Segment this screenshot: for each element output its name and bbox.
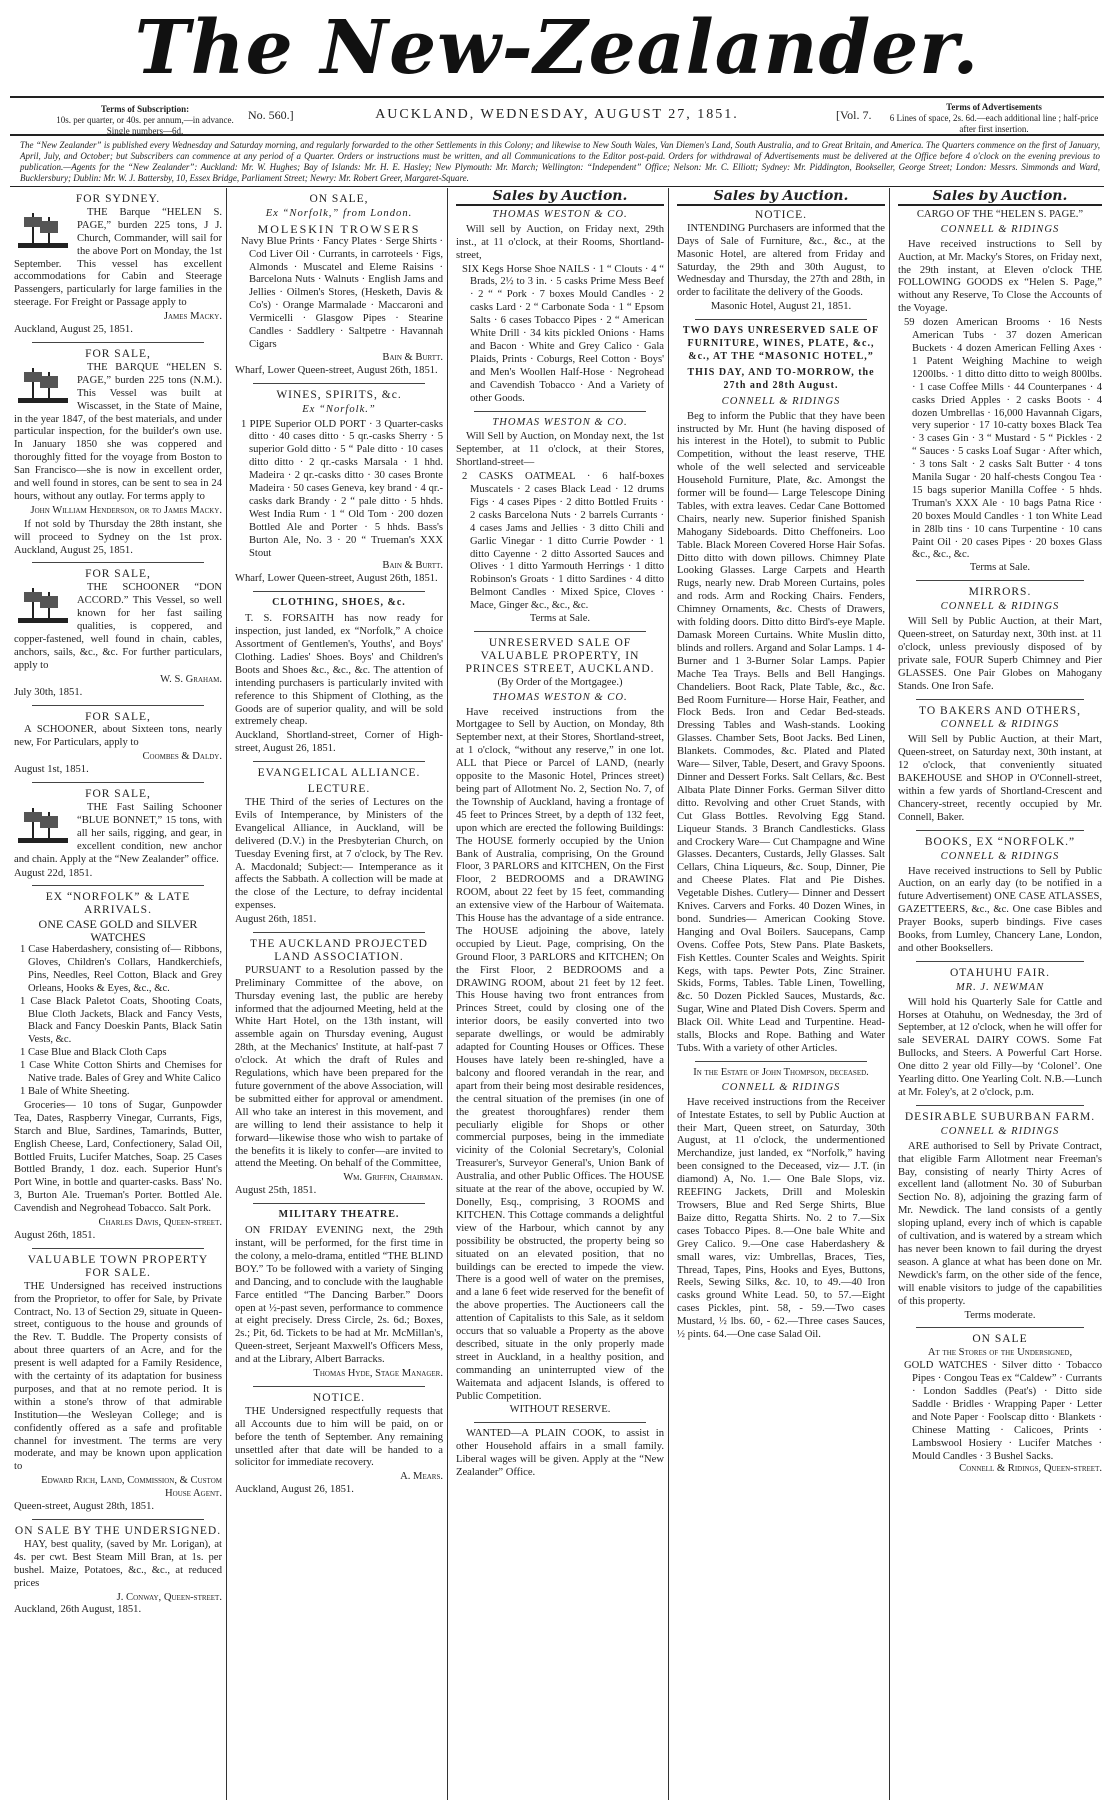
divider <box>695 319 867 320</box>
ad-signature: A. Mears. <box>400 1471 443 1483</box>
ad-heading: TO BAKERS AND OTHERS, <box>919 704 1081 717</box>
auctioneer-name: THOMAS WESTON & CO. <box>492 208 628 220</box>
ad-closing: WITHOUT RESERVE. <box>509 1404 611 1416</box>
ad-heading: MILITARY THEATRE. <box>278 1209 400 1221</box>
ad-signature: Charles Davis, Queen-street. <box>98 1217 222 1229</box>
ad-heading: THE AUCKLAND PROJECTED LAND ASSOCIATION. <box>250 938 428 963</box>
ad-text: Groceries— 10 tons of Sugar, Gunpowder Tea, Dates, Raspberry Vinegar, Currants, Figs, Starch and Blue, Sardines, Tamarinds, Butter, English Cheese, Lard, Confectionery, Salad Oil, Bottled Fruits, Lucifer Matches, Soap. 25 Cases Bottled Brandy, 1 doz. each. Superior Hunt's Port Wine, in bottle and quarter-casks. Bass' No. 3, Burton Ale. Trueman's Porter. Bottled Ale. Cavendish and Negrohead Tobacco. Salt Pork. <box>14 1099 222 1215</box>
ad-heading: ON SALE <box>972 1333 1028 1346</box>
ad-subheading: Ex “Norfolk.” <box>302 403 376 415</box>
section-heading: Sales by Auction. <box>677 190 885 206</box>
column-5 <box>894 190 1106 1798</box>
divider <box>32 342 204 343</box>
ship-icon <box>14 364 72 408</box>
divider <box>32 562 204 563</box>
ad-heading: EX “NORFOLK” & LATE ARRIVALS. <box>45 891 191 917</box>
section-heading: Sales by Auction. <box>898 190 1102 206</box>
ad-signature: John William Henderson, or to James Macky. <box>30 504 222 516</box>
ad-signature: Coombes & Daldy. <box>142 751 222 763</box>
divider <box>695 1061 867 1062</box>
subscription-terms-title: Terms of Subscription: <box>100 104 190 114</box>
divider <box>32 1248 204 1249</box>
sale-terms: Terms at Sale. <box>529 613 591 625</box>
auctioneer-name: CONNELL & RIDINGS <box>721 1081 841 1093</box>
auctioneer-name: MR. J. NEWMAN <box>955 981 1045 993</box>
ad-text: INTENDING Purchasers are informed that the Days of Sale of Furniture, &c., &c., at the Masonic Hotel, are altered from Friday and Saturday, the 29th and 30th August, to Wednesday and Thursday, the 27th and 28th, in order to facilitate the delivery of the Goods. <box>677 222 885 299</box>
ad-signature: Wm. Griffin, Chairman. <box>343 1172 443 1184</box>
ad-heading: NOTICE. <box>312 1391 366 1404</box>
divider <box>253 932 425 933</box>
ad-signature: Connell & Ridings, Queen-street. <box>959 1463 1102 1475</box>
ad-text: Beg to inform the Public that they have been instructed by Mr. Hunt (he having disposed of his interest in the Hotel), to submit to Public Competition, without the least reserve, THE whole of the well selected and serviceable Household Furniture, Plate, &c. Amongst the former will be found— Large Telescope Dining Tables, with extra leaves. Cedar Cane Bottomed Chairs, nearly new. Superior finished Spanish Mahogany Sideboards. Ditto Cheffoneirs. Loo Table. Black Moreen Covered Horse Hair Sofas. Ditto ditto with down pillows. Chimney Plate Looking Glasses. Large Carpets and Hearth Rugs, nearly new. Drab Moreen Curtains, poles and rods. Arm and Rocking Chairs. Fenders, Chimney Ornaments, &c. Chests of Drawers, with folding doors. Ditto ditto Bird's-eye Maple. Damask Moreen Curtains. White Muslin ditto, blinds and rollers. Argand and Solar Lamps. 1 4-Burner and 1 3-Burner Solar Lamps. Papier Mache Tea Trays. Bells and Bell Hangings. Chandeliers. Boot Rack, Plate Table, &c., &c. Bed Room Furniture— Horse Hair, Feather, and Flock Beds. Iron and Cedar Bed-steads. Dressing Tables and Wash-stands. Looking Glasses. Chamber Sets, Boot Jacks. Bed Linen, Blankets. Commodes, &c. Plated and Plated Ware— Silver, Table, Desert, and Gravy Spoons. Dinner and Dessert Forks. Salt Cellars, &c. Best Albata Plate Dinner Forks. German Silver ditto ditto. Revolving and other Cruet Stands, with Cut Glass Bottles. Revolving Egg Stand. Liqueur Stands. 3 Branch Candlesticks. Glass and Crockery Ware— Cut Champagne and Wine Glasses. Decanters, Custards, Jelly Glasses. Salt Cellars, China Liqueurs, &c. Soup, Dinner, Pie and Cheese Plates. Flat and Pie Dishes. Vegetable Dishes. Cutlery— Dinner and Dessert Knives. Carvers and Forks. 40 Dozen Wines, in bond. Sundries— American Cooking Stove. Hanging and Oval Boilers. Saucepans, Camp Ovens. Coffee Pots, Stew Pans. Plate Baskets, Fish Kettles. Counter Scales and Weights. Spirit Kegs, with taps. Pewter Pots, Zinc Strainer. Skids, Forms, Tables. Table Linen, Towelling, &c. 50 Dozen Pickled Sauces, Mustards, &c. Sugar, Wine and Plated Dish Covers. Sperm and Black Oil. White Lead and Turpentine. Head-stalls, Blocks and Rope. Bathing and Water Tubs. With a variety of other Articles. <box>677 410 885 1054</box>
auctioneer-name: CONNELL & RIDINGS <box>940 719 1060 731</box>
ad-heading: FOR SYDNEY. <box>75 193 161 205</box>
ad-date: Wharf, Lower Queen-street, August 26th, 1851. <box>235 573 438 585</box>
subscription-terms-text: 10s. per quarter, or 40s. per annum,—in advance. Single numbers—6d. <box>56 115 234 136</box>
ad-signature: J. Conway, Queen-street. <box>116 1591 222 1603</box>
divider <box>253 1203 425 1204</box>
column-divider <box>889 188 890 1800</box>
item-list: 2 CASKS OATMEAL · 6 half-boxes Muscatels · 2 cases Black Lead · 12 drums Figs · 4 cases Pipes · 2 ditto Bottled Fruits · 2 casks Barcelona Nuts · 2 barrels Currants · 4 cases Jams and Jellies · 3 ditto Chili and Garlic Vinegar · 1 ditto Currie Powder · 1 ditto Cayenne · 2 ditto Assorted Sauces and Olives · 1 ditto Yarmouth Herrings · 1 ditto Robinson's Groats · 1 ditto Sardines · 4 ditto Belmont Candles · Mixed Spice, Cloves · Mace, Ginger &c., &c., &c. <box>462 471 664 612</box>
ad-text: THE Undersigned respectfully requests that all Accounts due to him will be paid, on or before the tenth of September. Any remaining unsettled after that date will be handed to a solicitor for immediate recovery. <box>235 1405 443 1469</box>
item-list: 1 PIPE Superior OLD PORT · 3 Quarter-casks ditto · 40 cases ditto · 5 qr.-casks Sherry · 5 superior Gold ditto · 5 “ Pale ditto · 10 cases ditto ditto · 2 qr.-casks Marsala · 1 hhd. Madeira · 2 qr.-casks ditto · 30 cases Bronte Madeira · 50 cases Geneva, key brand · 4 qr.-casks dark Brandy · 2 “ pale ditto · 5 hhds. West India Rum · 1 “ Old Tom · 200 dozen Bottled Ale and Porter · 5 hhds. Bass's Burton Ale, No. 3 · 20 “ Trueman's XXX Stout <box>241 418 443 559</box>
ad-text: Will Sell by Auction, on Monday next, the 1st September, at 11 o'clock, at their Stores, Shortland-street— <box>456 431 664 469</box>
ad-date: Auckland, 26th August, 1851. <box>14 1604 142 1616</box>
ad-text: THE Undersigned has received instructions from the Proprietor, to offer for Sale, by Private Contract, No. 13 of Section 29, situate in Queen-street, contiguous to the house and grounds of the Rev. T. Buddle. The Property consists of about three quarters of an Acre, and for the present is well adapted for a Family Residence, with the certainty of its adaptation for business purposes, and that at no remote period. It is within a stone's throw of that admirable Institution—the Wesleyan College; and is confidently offered as a safe and profitable channel for investment. The terms are very moderate, and may be known upon application to <box>14 1280 222 1473</box>
ad-lead: ONE CASE GOLD and SILVER WATCHES <box>38 917 198 945</box>
issue-number: No. 560.] <box>248 108 294 122</box>
divider <box>916 699 1084 700</box>
list-item: 1 Case White Cotton Shirts and Chemises for Native trade. Bales of Grey and White Calico <box>20 1060 222 1085</box>
ad-date: August 26th, 1851. <box>235 914 317 926</box>
volume-number: [Vol. 7. <box>836 108 872 122</box>
divider <box>916 1105 1084 1106</box>
item-list: GOLD WATCHES · Silver ditto · Tobacco Pipes · Congou Teas ex “Caldew” · Currants · London Saddles (Peat's) · Ditto side Saddle · Bridles · Wrapping Paper · Letter and Note Paper · Foolscap ditto · Blankets · Chinese Matting · Calicoes, Prints · Lambswool Hosiery · Lucifer Matches · Mould Candles · 3 Bushel Sacks. <box>904 1360 1102 1462</box>
ad-text: THE Barque “HELEN S. PAGE,” burden 225 tons, J J. Church, Commander, will sail for the above Port on Monday, the 1st September. This vessel has excellent accommodations for Cabin and Steerage Passengers, particularly for large families in the steerage. For Freight or Passage apply to <box>14 206 222 309</box>
ad-date: Auckland, August 25, 1851. <box>14 324 133 336</box>
ad-heading: DESIRABLE SUBURBAN FARM. <box>904 1110 1096 1123</box>
auctioneer-name: CONNELL & RIDINGS <box>721 395 841 407</box>
ad-heading: ON SALE, <box>309 193 369 205</box>
ad-text: ARE authorised to Sell by Private Contract, that eligible Farm Allotment near Freeman's Bay, consisting of nearly Thirty Acres of excellent land (allotment No. 30 of Suburban Section No. 8), adjoining the grazing farm of Mr. Newdick. The land consists of a gently sloping upland, every inch of which is capable of cultivation, and is watered by a stream which has never been known to fail during the dryest season. A glance at what has been done on Mr. Newdick's farm, on the other side of the fence, will enable visitors to judge of the capabilities of this property. <box>898 1140 1102 1307</box>
divider <box>474 411 646 412</box>
ad-text: T. S. FORSAITH has now ready for inspection, just landed, ex “Norfolk,” A choice Assortment of Gentlemen's, Youths', and Boys' Clothing. Ladies' Shoes. Boys' and Children's Boots and Shoes &c., &c., &c. The attention of intending purchasers is particularly invited with reference to this Shipment of Clothing, as the Goods are of superior quality, and will be sold extremely cheap. <box>235 613 443 728</box>
divider <box>253 383 425 384</box>
item-list: SIX Kegs Horse Shoe NAILS · 1 “ Clouts · 4 “ Brads, 2½ to 3 in. · 5 casks Prime Mess Beef · 2 “ “ Pork · 7 boxes Mould Candles · 2 casks Lard · 2 “ Carbonate Soda · 1 “ Epsom Salts · 6 cases Tobacco Pipes · 2 “ American White Drill · 34 kits pickled Onions · Hams and Bacon · White and Grey Calico · Gala Plaids, Prints · Coburgs, Reel Cotton · Boys' and Men's Woollen Half-Hose · Negrohead and Cavendish Tobacco · And a Variety of other Goods. <box>462 263 664 404</box>
ad-text: THE Third of the series of Lectures on the Evils of Intemperance, by Ministers of the Evangelical Alliance, in Auckland, will be delivered (D.V.) in the Presbyterian Church, on Tuesday Evening first, at 7 o'clock, by The Rev. A. Macdonald; Subject:— Intemperance as it affects the Sabbath. A collection will be made at the close of the Lecture, to defray incidental expenses. <box>235 796 443 912</box>
ad-date: Masonic Hotel, August 21, 1851. <box>710 301 852 313</box>
auctioneer-name: CONNELL & RIDINGS <box>940 850 1060 862</box>
ad-heading: MIRRORS. <box>968 586 1032 599</box>
auctioneer-name: THOMAS WESTON & CO. <box>492 416 628 428</box>
list-item: 1 Case Haberdashery, consisting of— Ribbons, Gloves, Children's Collars, Handkerchiefs, Pins, Needles, Reel Cotton, Black and Grey Orleans, Hooks & Eyes, &c., &c. <box>20 944 222 994</box>
ad-subheading: At the Stores of the Undersigned, <box>927 1347 1073 1359</box>
divider <box>253 761 425 762</box>
auctioneer-name: CONNELL & RIDINGS <box>940 1125 1060 1137</box>
masthead-title: The New-Zealander. <box>134 5 980 91</box>
ad-signature: Edward Rich, Land, Commission, & Custom House Agent. <box>41 1475 222 1500</box>
divider <box>253 591 425 592</box>
ad-date: July 30th, 1851. <box>14 686 83 698</box>
ad-heading: FOR SALE, <box>85 568 151 581</box>
ad-text: THE Fast Sailing Schooner “BLUE BONNET,” 15 tons, with all her sails, rigging, and gear, in excellent condition, new anchor and chain. Apply at the “New Zealander” office. <box>14 801 222 865</box>
ad-heading: WINES, SPIRITS, &c. <box>276 388 402 401</box>
divider <box>916 580 1084 581</box>
ad-subheading: Ex “Norfolk,” from London. <box>265 207 413 219</box>
ad-date: August 26th, 1851. <box>14 1229 96 1241</box>
ad-heading: CLOTHING, SHOES, &c. <box>272 597 406 609</box>
sale-terms: Terms at Sale. <box>969 562 1031 574</box>
list-item: 1 Case Black Paletot Coats, Shooting Coats, Blue Cloth Jackets, Black and Fancy Vests, Black and Fancy Doeskin Pants, Black Satin Vests, &c. <box>20 995 222 1046</box>
ad-lead: MOLESKIN TROWSERS <box>257 221 421 236</box>
divider <box>253 1386 425 1387</box>
divider <box>474 1422 646 1423</box>
ad-signature: Bain & Burtt. <box>382 560 443 572</box>
ad-date: August 1st, 1851. <box>14 764 89 776</box>
ad-text: Have received instructions to Sell by Public Auction, on an early day (to be notified in a future Advertisement) ONE CASE ATLASSES, GAZETTEERS, &c., &c. One case Bibles and Prayer Books, superb bindings. Five cases Books, from Lumley, Chancery Lane, London, and other Booksellers. <box>898 865 1102 954</box>
ad-text: Will hold his Quarterly Sale for Cattle and Horses at Otahuhu, on Wednesday, the 3rd of September, at 12 o'clock, when he will offer for sale SEVERAL DAIRY COWS. Some Fat Bullocks, and Steers. A Powerful Cart Horse. One ditto 2 year old Filly—by ‘Colonel’. One Yearling ditto. One Yearling Colt. N.B.—Lunch at Mr. Foley's, at 2 o'clock, p.m. <box>898 996 1102 1098</box>
ad-subheading: THIS DAY, AND TO-MORROW, the 27th and 28th August. <box>687 366 875 391</box>
ad-heading: UNRESERVED SALE OF VALUABLE PROPERTY, IN PRINCES STREET, AUCKLAND. <box>465 637 655 675</box>
list-item: 1 Case Blue and Black Cloth Caps <box>20 1047 167 1059</box>
item-list: 59 dozen American Brooms · 16 Nests American Tubs · 37 dozen American Buckets · 4 dozen American Felling Axes · 1 Patent Weighing Machine to weigh 1200lbs. · 1 ditto ditto ditto to weigh 800lbs. · 1 case Coffee Mills · 44 Counterpanes · 4 casks Dried Apples · 2 casks Boots · 4 dozen Umbrellas · 16,000 Havannah Cigars, very superior · 17 10-catty boxes Black Tea · 3 cases Gin · 3 “ Mustard · 5 “ Pickles · 2 “ Sauces · 5 casks Loaf Sugar · After which, · 3 tons Salt · 2 casks Salt Butter · 4 tons Manila Sugar · 20 half-chests Congou Tea · 15 bags superior Manilla Coffee · 5 hhds. Truman's XXX Ale · 10 bags Patna Rice · 20 boxes Mould Candles · 1 ton White Lead in 28lb tins · 10 cans Turpentine · 10 cans Paint Oil · 20 cases Pipes · 20 boxes Glass &c., &c., &c. <box>904 317 1102 561</box>
ship-icon <box>14 584 72 628</box>
ad-subheading: LECTURE. <box>307 783 371 796</box>
section-heading: Sales by Auction. <box>456 190 664 206</box>
divider <box>32 705 204 706</box>
ad-text: THE SCHOONER “DON ACCORD.” This Vessel, so well known for her fast sailing qualities, is coppered, and copper-fastened, well found in chain, cables, anchors, sails, &c., &c. For further particulars, apply to <box>14 582 222 671</box>
place-date: AUCKLAND, WEDNESDAY, AUGUST 27, 1851. <box>375 107 739 122</box>
ad-subheading: (By Order of the Mortgagee.) <box>497 676 623 688</box>
ad-text: Have received instructions to Sell by Auction, at Mr. Macky's Stores, on Friday next, the 29th instant, at Eleven o'clock THE FOLLOWING GOODS ex “Helen S. Page,” without any Reserve, To Close the Accounts of the Voyage. <box>898 238 1102 315</box>
column-4 <box>673 190 889 1798</box>
column-divider <box>668 188 669 1800</box>
divider <box>32 782 204 783</box>
item-list: Navy Blue Prints · Fancy Plates · Serge Shirts · Cod Liver Oil · Currants, in carroteels · Figs, Almonds · Muscatel and Eleme Raisins · Barcelona Nuts · Walnuts · English Jams and Jellies · Oilmen's Stores, (Hesketh, Davis & Co's) · Orange Marmalade · Maccaroni and Vermicelli · Glasgow Pipes · Stearine Candles · Saddlery · Saltpetre · Havannah Cigars <box>241 235 443 350</box>
ad-text: WANTED—A PLAIN COOK, to assist in other Household affairs in a small family. Liberal wages will be given. Apply at the “New Zealander” Office. <box>456 1428 664 1479</box>
ad-heading: FOR SALE, <box>85 788 151 801</box>
ad-text: Will Sell by Public Auction, at their Mart, Queen-street, on Saturday next, 30th inst. at 11 o'clock, unless previously disposed of by private sale, FOUR Superb Chimney and Pier GLASSES. One Pair Globes on Mahogany Stands. One Iron Safe. <box>898 616 1102 692</box>
auctioneer-name: CONNELL & RIDINGS <box>940 601 1060 613</box>
ad-text: HAY, best quality, (saved by Mr. Lorigan), at 4s. per cwt. Best Steam Mill Bran, at 1s. per bushel. Maize, Potatoes, &c., &c., at reduced prices <box>14 1538 222 1589</box>
ship-icon <box>14 804 72 848</box>
column-3 <box>452 190 668 1798</box>
sale-terms: Terms moderate. <box>964 1309 1036 1321</box>
publication-notice: The “New Zealander” is published every Wednesday and Saturday morning, and regularly forwarded to the other Settlements in this Colony; and likewise to New South Wales, Van Diemen's Land, South Australia, and to Great Britain, and America. The Quarters commence on the first of January, April, July, and October; but Subscribers can commence at any period of a Quarter. Orders or instructions must be written, and all Communications to the Editor post-paid. Orders for withdrawal of Advertisements must be delivered at the Office before 4 o'clock on the evening previous to publication.—Agents for the “New Zealander”: Auckland: Mr. W. Hughes; Bay of Islands: Mr. H. E. Hasley; New Plymouth: Mr. March; Wellington: “Independent” Office; Nelson: Mr. C. Elliott; Sydney: Mr. Piddington, Bookseller, George Street; London: Messrs. Simmonds and Ward, Bucklersbury; Dublin: Mr. W. J. Battersby, 10, Essex Bridge, Parliament Street; Newry: Mr. Robert Greer, Margaret-Square. <box>20 140 1100 183</box>
ad-heading: NOTICE. <box>754 208 808 221</box>
column-2 <box>231 190 447 1798</box>
auctioneer-name: THOMAS WESTON & CO. <box>492 691 628 703</box>
ad-text: PURSUANT to a Resolution passed by the Preliminary Committee of the above, on Thursday evening last, the public are hereby informed that the adjourned Meeting, held at the White Hart Hotel, on the 13th instant, will assemble again on Thursday evening, August 28th, at the Mechanics' Institute, at half-past 7 o'clock. At which the draft of Rules and Regulations, which have been prepared for the future government of the above Association, will be submitted either for approval or amendment. All who take an interest in this movement, and are willing to lend their assistance to help it forward—likewise those who wish to partake of the benefits it is likely to confer—are invited to attend the Meeting. On behalf of the Committee, <box>235 964 443 1170</box>
ad-note: If not sold by Thursday the 28th instant, she will proceed to Sydney on the 1st prox. Auckland, August 25, 1851. <box>14 518 222 556</box>
divider <box>32 885 204 886</box>
ad-text: ON FRIDAY EVENING next, the 29th instant, will be performed, for the first time in the colony, a melo-drama, entitled “THE BLIND BOY.” To be followed with a variety of Singing and Dancing, and to conclude with the laughable Farce entitled “The Dancing Barber.” Doors open at ½-past seven, performance to commence at eight precisely. Dress Circle, 2s. 6d.; Boxes, 2s.; Pit, 6d. Tickets to be had at Mr. McMillan's, Queen-street, Serjeant Maxwell's Officers Mess, and at the Library, Albert Barracks. <box>235 1225 443 1366</box>
ad-text: Will sell by Auction, on Friday next, 29th inst., at 11 o'clock, at their Rooms, Shortland-street, <box>456 223 664 261</box>
divider <box>916 961 1084 962</box>
divider <box>916 830 1084 831</box>
ad-heading: EVANGELICAL ALLIANCE. <box>257 767 421 780</box>
ad-heading: OTAHUHU FAIR. <box>949 966 1051 979</box>
ad-date: Auckland, Shortland-street, Corner of High-street, August 26, 1851. <box>235 730 443 755</box>
ad-heading: TWO DAYS UNRESERVED SALE OF FURNITURE, WINES, PLATE, &c., &c., AT THE “MASONIC HOTEL,” <box>682 325 880 362</box>
ad-text: Have received instructions from the Mortgagee to Sell by Auction, on Monday, 8th September next, at their Stores, Shortland-street, at 1 o'clock, “without any reserve,” in one lot. ALL that Piece or Parcel of LAND, (nearly opposite to the Masonic Hotel, Princes street) being part of Allotment No. 2, Section No. 7, of the Township of Auckland, having a frontage of 45 feet to Princes Street, by a depth of 132 feet, upon which are erected the following Buildings: The HOUSE formerly occupied by the Union Bank of Australia, comprising, On the Ground Floor, 3 PARLORS and KITCHEN, On the First Floor, 2 BEDROOMS and a DRAWING ROOM, about 22 feet by 15 feet, commanding an extensive view of the Harbour of Waitemata. This House has the advantage of a side entrance. The HOUSE adjoining the above, lately occupied by Lieut. Page, comprising, On the Ground Floor, 3 PARLORS and KITCHEN; On the First Floor, 2 BEDROOMS and a DRAWING ROOM, about 21 feet by 12 feet. This House having two front entrances from Princes Street, could by closing one of the interior doors, be easily converted into two separate dwellings, or would be admirably adapted for Counting Houses or Offices. These Houses have lately been re-shingled, have a balcony and floored verandah in the rear, and apart from their being most desirable residences, the central situation of the premises (in one of the greatest thoroughfares) render them peculiarly eligible for Shops or other commercial purposes, being in the immediate vicinity of the Colonial Secretary's, Colonial Treasurer's, Surveyor General's, Union Bank of Australia, and other Public Offices. The HOUSE situate at the rear of the above, occupied by W. Donelly, Esq., comprising, 3 ROOMS and KITCHEN. This Cottage commands a delightful view of the Harbour, which cannot by any possibility be obstructed, the property being so situated on an elevated position, that no buildings can be erected to impede the view. There is a good well of water on the premises, and a lane 6 feet wide reserved for the benefit of the above properties. The Auctioneers call the attention of Capitalists to this Sale, as it seldom occurs that so valuable a Property as the above described, situate in the only properly made street in Auckland, in a healthy position, and commanding an uninterrupted view of the Waitemata and adjacent Islands, is offered to Public Competition. <box>456 706 664 1402</box>
ad-date: Wharf, Lower Queen-street, August 26th, 1851. <box>235 364 438 376</box>
list-item: 1 Bale of White Sheeting. <box>20 1086 130 1097</box>
ad-signature: Thomas Hyde, Stage Manager. <box>313 1368 443 1380</box>
divider <box>32 1519 204 1520</box>
ad-signature: Bain & Burtt. <box>382 351 443 363</box>
ad-text: Have received instructions from the Receiver of Intestate Estates, to sell by Public Auction at their Mart, Queen street, on Saturday, 30th August, at 11 o'clock, the undermentioned Merchandize, just landed, ex “Norfolk,” having been consigned to the Deceased, viz— J.T. (in diamond) A, No. 1.— One Bale Slops, viz. REEFING Jackets, Drill and Moleskin Trowsers, Blue and Red Serge Shirts, Blue Baize ditto, Regatta Shirts. No. 2 to 7.—Six cases Tobacco Pipes. 8.—One bale White and Grey Calico. 9.—One case Haberdashery & small wares, viz: Umbrellas, Braces, Ties, Thread, Tapes, Pins, Hooks and Eyes, Buttons, Reels, Sewing Silks, &c. 10, to 49.—40 Iron casks ground White Lead. 50, to 57.—Eight cases Pickles, pint. 58, - 59.—Two cases Mustard, ½ lbs. 60, - 62.—Three cases Sauces, ½ pints. 64.—One case Salad Oil. <box>677 1096 885 1341</box>
advertisement-terms-title: Terms of Advertisements <box>946 102 1042 112</box>
ad-heading: FOR SALE, <box>85 710 151 723</box>
ad-heading: In the Estate of John Thompson, deceased. <box>693 1066 869 1078</box>
ad-date: August 22d, 1851. <box>14 867 93 879</box>
advertisement-terms <box>884 102 1104 135</box>
ad-text: Will Sell by Public Auction, at their Mart, Queen-street, on Saturday next, 30th instant, at 12 o'clock, that conveniently situated BAKEHOUSE and SHOP in O'Connell-street, within a few yards of Shortland-Crescent and Chancery-street, recently occupied by Mr. Connell, Baker. <box>898 734 1102 823</box>
ad-signature: W. S. Graham. <box>160 673 222 685</box>
column-divider <box>226 188 227 1800</box>
column-divider <box>447 188 448 1800</box>
ad-heading: BOOKS, EX “NORFOLK.” <box>924 835 1076 848</box>
header-rule <box>10 186 1104 187</box>
ad-signature: James Macky. <box>163 311 222 323</box>
ad-heading: ON SALE BY THE UNDERSIGNED. <box>14 1525 222 1537</box>
ad-date: August 25th, 1851. <box>235 1185 317 1197</box>
divider <box>916 1327 1084 1328</box>
ad-date: Queen-street, August 28th, 1851. <box>14 1501 155 1513</box>
advertisement-terms-text: 6 Lines of space, 2s. 6d.—each additional line ; half-price after first insertion. <box>889 113 1099 134</box>
ad-heading: VALUABLE TOWN PROPERTY FOR SALE. <box>27 1253 209 1279</box>
ad-heading: CARGO OF THE “HELEN S. PAGE.” <box>916 208 1084 220</box>
ad-text: THE BARQUE “HELEN S. PAGE,” burden 225 tons (N.M.). This Vessel was built at Wiscasset, in the State of Maine, in the year 1847, of the best materials, and under particular inspection, for the builder's own use. In January 1850 she was coppered and thoroughly fitted for the voyage from Boston to San Francisco—she is now in excellent order, and well found in stores, can be sent to sea in 24 hours, without any outlay. For terms apply to <box>14 361 222 502</box>
divider <box>474 631 646 632</box>
ad-date: Auckland, August 26, 1851. <box>235 1484 354 1496</box>
ad-heading: FOR SALE, <box>85 347 151 360</box>
ad-text: A SCHOONER, about Sixteen tons, nearly new, For Particulars, apply to <box>14 724 222 749</box>
ship-icon <box>14 209 72 253</box>
dateline <box>10 96 1104 136</box>
column-1 <box>10 190 226 1798</box>
auctioneer-name: CONNELL & RIDINGS <box>940 223 1060 235</box>
